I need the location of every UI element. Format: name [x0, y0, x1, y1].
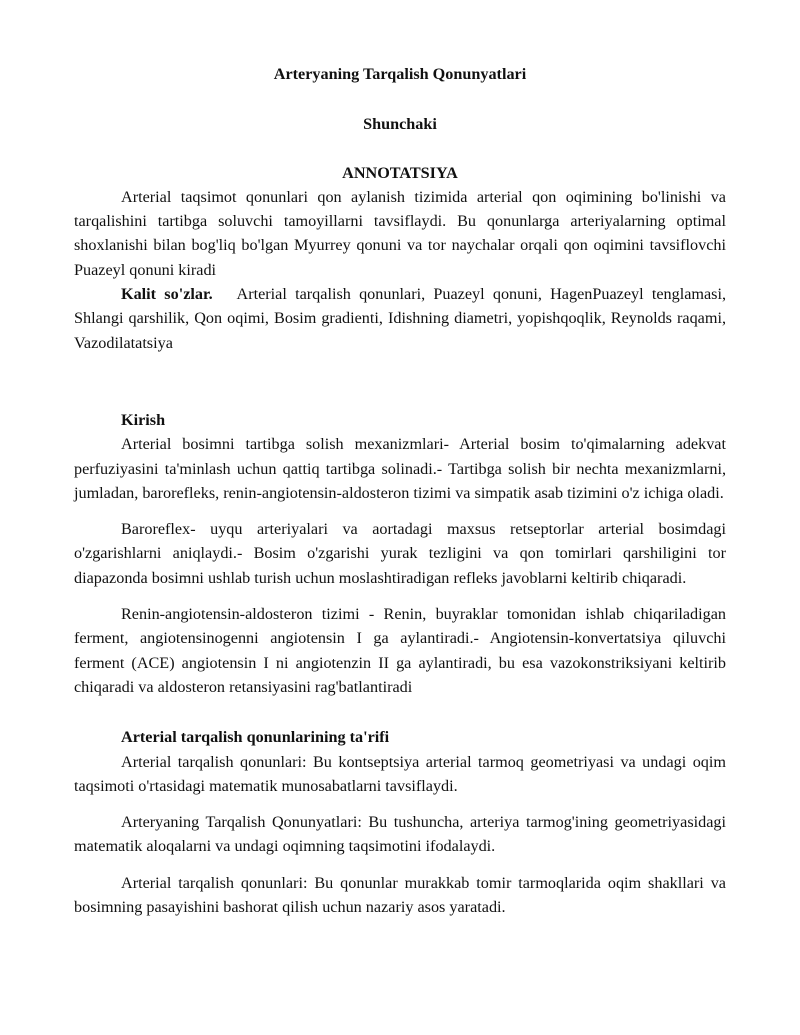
- keywords-label: Kalit so'zlar.: [121, 285, 213, 304]
- introduction-paragraph-3: Renin-angiotensin-aldosteron tizimi - Renin, buyraklar tomonidan ishlab chiqariladigan ferment, angiotensinogenni angiotensin I ga aylantiradi.- Angiotensin-konvertatsiya qiluvchi ferment (ACE) angiotensin I ni angiotenzin II ga aylantiradi, bu esa vazokonstriksiyani keltirib chiqaradi va aldosteron retansiyasini rag'batlantiradi: [74, 605, 726, 696]
- definition-paragraph-1: Arterial tarqalish qonunlari: Bu kontseptsiya arterial tarmoq geometriyasi va undagi oqim taqsimoti o'rtasidagi matematik munosabatlarni tavsiflaydi.: [74, 752, 726, 795]
- abstract-heading: ANNOTATSIYA: [342, 163, 458, 182]
- definition-heading: Arterial tarqalish qonunlarining ta'rifi: [121, 728, 390, 747]
- document-author: Shunchaki: [363, 115, 437, 134]
- introduction-heading: Kirish: [121, 410, 166, 429]
- definition-paragraph-2: Arteryaning Tarqalish Qonunyatlari: Bu tushuncha, arteriya tarmog'ining geometriyasidagi matematik aloqalarni va undagi oqimning taqsimotini ifodalaydi.: [74, 813, 726, 856]
- definition-paragraph-3: Arterial tarqalish qonunlari: Bu qonunlar murakkab tomir tarmoqlarida oqim shakllari va bosimning pasayishini bashorat qilish uchun nazariy asos yaratadi.: [74, 873, 726, 917]
- introduction-paragraph-1: Arterial bosimni tartibga solish mexanizmlari- Arterial bosim to'qimalarning adekvat perfuziyasini ta'minlash uchun qattiq tartibga solinadi.- Tartibga solish bir nechta mexanizmlarni, jumladan, barorefleks, renin-angiotensin-aldosteron tizimi va simpatik asab tizimini o'z ichiga oladi.: [74, 435, 726, 502]
- document-page: [74, 62, 726, 919]
- document-title: Arteryaning Tarqalish Qonunyatlari: [273, 65, 527, 83]
- introduction-paragraph-2: Baroreflex- uyqu arteriyalari va aortadagi maxsus retseptorlar arterial bosimdagi o'zgarishlarni aniqlaydi.- Bosim o'zgarishi yurak tezligini va qon tomirlari qarshiligini tor diapazonda bosimni ushlab turish uchun moslashtiradigan refleks javoblarni keltirib chiqaradi.: [74, 520, 726, 587]
- abstract-text: Arterial taqsimot qonunlari qon aylanish tizimida arterial qon oqimining bo'linishi va tarqalishini tartibga soluvchi tamoyillarni tavsiflaydi. Bu qonunlarga arteriyalarning optimal shoxlanishi bilan bog'liq bo'lgan Myurrey qonuni va tor naychalar orqali qon oqimini tavsiflovchi Puazeyl qonuni kiradi: [74, 187, 726, 279]
- keywords-paragraph: [74, 282, 726, 355]
- keywords-text: Arterial tarqalish qonunlari, Puazeyl qonuni, HagenPuazeyl tenglamasi, Shlangi qarshilik, Qon oqimi, Bosim gradienti, Idishning diametri, yopishqoqlik, Reynolds raqami, Vazodilatatsiya: [74, 285, 727, 352]
